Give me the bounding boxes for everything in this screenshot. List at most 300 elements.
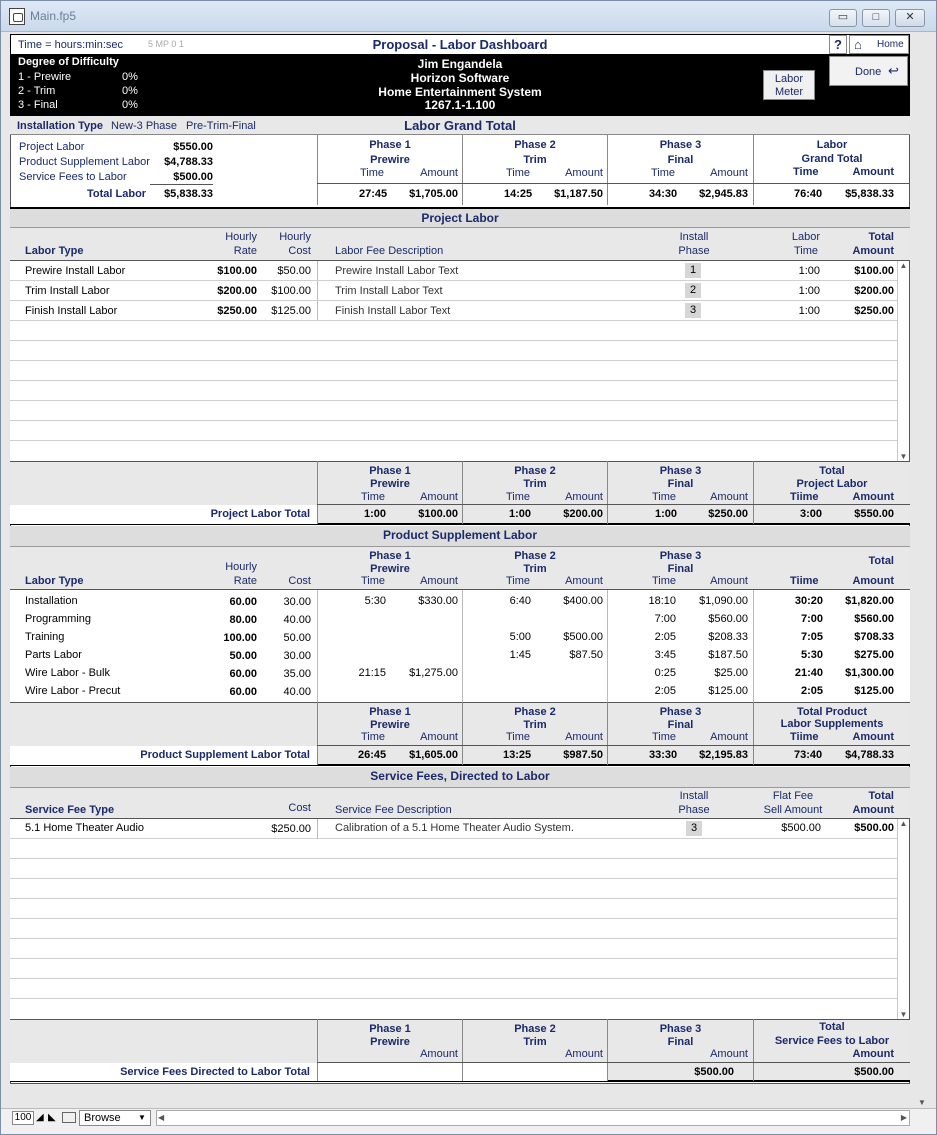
total-amount: $125.00 bbox=[854, 685, 894, 697]
col-header: Time bbox=[793, 245, 819, 257]
amount-label: Amount bbox=[710, 731, 748, 743]
phase1-time: 5:30 bbox=[364, 595, 386, 607]
grand-col-head: Trim bbox=[523, 154, 547, 166]
phase3-time: 0:25 bbox=[654, 667, 676, 679]
total-amount: $1,300.00 bbox=[845, 667, 894, 679]
project-column-headers bbox=[10, 228, 910, 261]
col-header: Trim bbox=[523, 563, 547, 575]
footer-col-head: Project Labor bbox=[796, 478, 868, 490]
footer-col-head: Final bbox=[667, 478, 694, 490]
footer-col-head: Phase 3 bbox=[659, 465, 702, 477]
footer-col-head: Phase 2 bbox=[514, 1023, 556, 1035]
footer-col-head: Prewire bbox=[370, 1036, 410, 1048]
scroll-up-icon[interactable]: ▲ bbox=[899, 261, 908, 270]
row-divider bbox=[10, 320, 897, 321]
total-amount: $708.33 bbox=[854, 631, 894, 643]
minimize-button[interactable]: ▭ bbox=[829, 9, 857, 27]
phase3-time: 2:05 bbox=[654, 631, 676, 643]
mode-select[interactable] bbox=[79, 1110, 151, 1126]
col-header: Phase 3 bbox=[659, 550, 702, 562]
labor-type: Wire Labor - Bulk bbox=[25, 667, 110, 679]
done-button[interactable] bbox=[829, 56, 908, 86]
footer-amount: $100.00 bbox=[418, 508, 458, 520]
install-type-value: New-3 Phase bbox=[111, 120, 178, 132]
footer-col-head: Phase 2 bbox=[514, 706, 556, 718]
row-divider bbox=[10, 998, 897, 999]
footer-col-head: Phase 3 bbox=[659, 706, 702, 718]
time-label: Time bbox=[652, 491, 677, 503]
phase3-time: 3:45 bbox=[654, 649, 676, 661]
col-header: Hourly bbox=[279, 231, 311, 243]
install-phase: 1 bbox=[685, 263, 701, 278]
col-header: Phase 2 bbox=[514, 550, 556, 562]
total-amount: $200.00 bbox=[854, 285, 894, 297]
col-header: Sell Amount bbox=[763, 804, 823, 816]
footer-time: 26:45 bbox=[358, 749, 387, 761]
col-header: Amount bbox=[852, 575, 894, 587]
phase3-time: 18:10 bbox=[648, 595, 676, 607]
amount-label: Amount bbox=[852, 1048, 894, 1060]
time-label: Time bbox=[651, 167, 676, 179]
project-number: 1267.1-1.100 bbox=[424, 98, 496, 112]
time-label: Time bbox=[506, 731, 531, 743]
grand-amount: $5,838.33 bbox=[845, 188, 894, 200]
time-label: Tiime bbox=[790, 731, 819, 743]
col-header: Amount bbox=[852, 245, 894, 257]
row-divider bbox=[10, 280, 897, 281]
page-title: Proposal - Labor Dashboard bbox=[372, 37, 548, 52]
zoom-in-icon[interactable]: ◣ bbox=[48, 1112, 56, 1123]
footer-col-head: Phase 1 bbox=[369, 1023, 411, 1035]
window-title: Main.fp5 bbox=[30, 9, 77, 23]
col-header: Tiime bbox=[790, 575, 819, 587]
footer-col-head: Labor Supplements bbox=[780, 718, 884, 730]
difficulty-label: 3 - Final bbox=[18, 99, 58, 111]
project-name: Home Entertainment System bbox=[378, 85, 542, 99]
mode-label: Browse bbox=[84, 1112, 121, 1124]
col-header: Amount bbox=[420, 575, 458, 587]
phase2-amount: $500.00 bbox=[563, 631, 603, 643]
hourly-cost: $125.00 bbox=[271, 305, 311, 317]
difficulty-value: 0% bbox=[122, 71, 138, 83]
phase3-time: 2:05 bbox=[654, 685, 676, 697]
total-time: 30:20 bbox=[794, 595, 823, 607]
footer-col-head: Service Fees to Labor bbox=[774, 1035, 890, 1047]
labor-type: Parts Labor bbox=[25, 649, 82, 661]
project-labor-total-label: Project Labor Total bbox=[210, 508, 310, 520]
phase2-time: 5:00 bbox=[509, 631, 531, 643]
footer-col-head: Total bbox=[819, 465, 845, 477]
labor-meter-button[interactable]: Labor Meter bbox=[763, 70, 815, 100]
product-labor-total-label: Product Supplement Labor Total bbox=[140, 749, 310, 761]
total-amount: $100.00 bbox=[854, 265, 894, 277]
labor-type: Finish Install Labor bbox=[25, 305, 118, 317]
cost: 30.00 bbox=[283, 650, 311, 662]
time-label: Time bbox=[652, 731, 677, 743]
amount-label: Amount bbox=[565, 167, 603, 179]
row-divider bbox=[10, 898, 897, 899]
hourly-rate: 60.00 bbox=[229, 668, 257, 680]
divider bbox=[317, 1062, 910, 1063]
hourly-cost: $50.00 bbox=[277, 265, 311, 277]
status-area-toggle-icon[interactable] bbox=[62, 1112, 76, 1123]
grand-col-head: Phase 3 bbox=[659, 139, 702, 151]
col-header: Cost bbox=[288, 245, 311, 257]
amount-label: Amount bbox=[565, 731, 603, 743]
summary-value: $4,788.33 bbox=[164, 156, 213, 168]
col-header: Time bbox=[652, 575, 677, 587]
divider bbox=[317, 745, 910, 746]
close-button[interactable]: ✕ bbox=[895, 9, 925, 27]
difficulty-value: 0% bbox=[122, 99, 138, 111]
phase2-time: 1:45 bbox=[509, 649, 531, 661]
service-scrollbar[interactable] bbox=[897, 819, 909, 1019]
total-labor-value: $5,838.33 bbox=[164, 188, 213, 200]
summary-value: $500.00 bbox=[173, 171, 213, 183]
difficulty-heading: Degree of Difficulty bbox=[18, 56, 119, 68]
footer-amount: $1,605.00 bbox=[409, 749, 458, 761]
phase2-amount: $87.50 bbox=[569, 649, 603, 661]
amount-label: Amount bbox=[565, 491, 603, 503]
difficulty-label: 1 - Prewire bbox=[18, 71, 72, 83]
amount-label: Amount bbox=[420, 491, 458, 503]
hourly-rate: $200.00 bbox=[217, 285, 257, 297]
service-fee-description: Calibration of a 5.1 Home Theater Audio System. bbox=[335, 822, 574, 834]
grand-col-head: Grand Total bbox=[801, 153, 863, 165]
row-divider bbox=[10, 400, 897, 401]
footer-amount: $250.00 bbox=[708, 508, 748, 520]
footer-col-head: Phase 1 bbox=[369, 465, 411, 477]
total-time: 5:30 bbox=[800, 649, 823, 661]
col-header: Total bbox=[868, 790, 894, 802]
footer-col-head: Trim bbox=[523, 719, 547, 731]
difficulty-label: 2 - Trim bbox=[18, 85, 56, 97]
grand-amount: $1,187.50 bbox=[554, 188, 603, 200]
list-item[interactable] bbox=[10, 682, 910, 700]
product-labor-header: Product Supplement Labor bbox=[10, 526, 910, 547]
total-amount: $560.00 bbox=[854, 613, 894, 625]
scroll-down-icon[interactable]: ▼ bbox=[918, 1098, 926, 1107]
footer-col-head: Final bbox=[667, 1036, 694, 1048]
return-icon: ↩ bbox=[888, 63, 899, 78]
project-labor-header: Project Labor bbox=[10, 207, 910, 228]
phase3-amount: $560.00 bbox=[708, 613, 748, 625]
footer-amount: $550.00 bbox=[854, 508, 894, 520]
install-phase: 3 bbox=[685, 303, 701, 318]
project-scrollbar[interactable] bbox=[897, 261, 909, 461]
col-header: Amount bbox=[710, 575, 748, 587]
home-button[interactable] bbox=[849, 35, 909, 54]
phase3-amount: $1,090.00 bbox=[699, 595, 748, 607]
row-divider bbox=[10, 938, 897, 939]
footer-amount: $500.00 bbox=[694, 1066, 734, 1078]
amount-label: Amount bbox=[710, 167, 748, 179]
summary-value: $550.00 bbox=[173, 141, 213, 153]
time-label: Time bbox=[360, 167, 385, 179]
col-header: Hourly bbox=[225, 231, 257, 243]
cost: 30.00 bbox=[283, 596, 311, 608]
footer-col-head: Total bbox=[819, 1021, 845, 1033]
phase1-amount: $1,275.00 bbox=[409, 667, 458, 679]
service-fees-list[interactable] bbox=[10, 819, 897, 1019]
cost: 40.00 bbox=[283, 614, 311, 626]
document-icon bbox=[9, 8, 25, 25]
col-header: Install bbox=[679, 790, 709, 802]
summary-label: Service Fees to Labor bbox=[19, 171, 127, 183]
zoom-level[interactable]: 100 bbox=[12, 1111, 34, 1125]
fee-description: Finish Install Labor Text bbox=[335, 305, 451, 317]
phase2-amount: $400.00 bbox=[563, 595, 603, 607]
zoom-out-icon[interactable]: ◢ bbox=[36, 1112, 44, 1123]
footer-time: 1:00 bbox=[655, 508, 678, 520]
list-item[interactable] bbox=[10, 281, 897, 301]
labor-type: Training bbox=[25, 631, 65, 643]
row-divider bbox=[10, 340, 897, 341]
row-divider bbox=[10, 380, 897, 381]
total-amount: $275.00 bbox=[854, 649, 894, 661]
help-button[interactable]: ? bbox=[829, 35, 847, 54]
footer-time: 1:00 bbox=[509, 508, 532, 520]
fee-description: Trim Install Labor Text bbox=[335, 285, 443, 297]
row-divider bbox=[10, 360, 897, 361]
home-icon: ⌂ bbox=[854, 37, 862, 52]
total-amount: $1,820.00 bbox=[845, 595, 894, 607]
grand-col-head: Labor bbox=[816, 139, 848, 151]
total-time: 7:05 bbox=[800, 631, 823, 643]
list-item[interactable] bbox=[10, 592, 910, 610]
phase3-time: 7:00 bbox=[654, 613, 676, 625]
time-label: Tiime bbox=[790, 491, 819, 503]
title-bar bbox=[1, 1, 936, 32]
footer-amount: $2,195.83 bbox=[699, 749, 748, 761]
cost: 40.00 bbox=[283, 686, 311, 698]
row-divider bbox=[10, 958, 897, 959]
total-amount: $500.00 bbox=[854, 822, 894, 834]
footer-amount: $500.00 bbox=[854, 1066, 894, 1078]
service-fee-type: 5.1 Home Theater Audio bbox=[25, 822, 145, 834]
col-header-labor-type: Labor Type bbox=[25, 245, 84, 257]
col-header: Prewire bbox=[370, 563, 410, 575]
service-fees-total-label: Service Fees Directed to Labor Total bbox=[120, 1066, 310, 1078]
list-item[interactable] bbox=[10, 646, 910, 664]
hourly-rate: 100.00 bbox=[223, 632, 257, 644]
grand-time: 27:45 bbox=[359, 188, 388, 200]
col-header: Total bbox=[868, 555, 894, 567]
install-phase: 2 bbox=[685, 283, 701, 298]
list-item[interactable] bbox=[10, 819, 897, 838]
footer-col-head: Trim bbox=[523, 478, 547, 490]
phase3-amount: $125.00 bbox=[708, 685, 748, 697]
row-divider bbox=[10, 858, 897, 859]
time-label: Time bbox=[361, 491, 386, 503]
col-header: Final bbox=[667, 563, 694, 575]
footer-col-head: Total Product bbox=[796, 706, 868, 718]
difficulty-value: 0% bbox=[122, 85, 138, 97]
col-header: Time bbox=[506, 575, 531, 587]
amount-label: Amount bbox=[710, 491, 748, 503]
footer-col-head: Trim bbox=[523, 1036, 547, 1048]
footer-time: 73:40 bbox=[794, 749, 823, 761]
amount-label: Amount bbox=[710, 1048, 748, 1060]
hourly-rate: 80.00 bbox=[229, 614, 257, 626]
row-divider bbox=[10, 420, 897, 421]
scroll-left-icon[interactable]: ◀ bbox=[158, 1113, 165, 1122]
hourly-rate: 60.00 bbox=[229, 686, 257, 698]
time-label: Time bbox=[361, 731, 386, 743]
time-label: Time bbox=[793, 166, 819, 178]
row-divider bbox=[10, 978, 897, 979]
chevron-down-icon: ▼ bbox=[138, 1113, 146, 1122]
col-header: Hourly bbox=[225, 561, 257, 573]
row-divider bbox=[10, 918, 897, 919]
time-legend: Time = hours:min:sec bbox=[18, 39, 124, 51]
row-divider bbox=[10, 300, 897, 301]
total-time: 2:05 bbox=[800, 685, 823, 697]
footer-amount: $200.00 bbox=[563, 508, 603, 520]
footer-time: 3:00 bbox=[800, 508, 823, 520]
labor-time: 1:00 bbox=[798, 305, 820, 317]
amount-label: Amount bbox=[420, 167, 458, 179]
fee-description: Prewire Install Labor Text bbox=[335, 265, 459, 277]
cost: $250.00 bbox=[271, 823, 311, 835]
phase3-amount: $25.00 bbox=[714, 667, 748, 679]
cost: 50.00 bbox=[283, 632, 311, 644]
horizontal-scrollbar[interactable] bbox=[156, 1110, 910, 1126]
col-header: Amount bbox=[852, 804, 894, 816]
row-divider bbox=[10, 440, 897, 441]
grand-col-head: Phase 2 bbox=[514, 139, 556, 151]
grand-time: 34:30 bbox=[649, 188, 678, 200]
client-name: Jim Engandela bbox=[417, 57, 503, 71]
list-item[interactable] bbox=[10, 261, 897, 281]
done-label: Done bbox=[855, 66, 882, 78]
amount-label: Amount bbox=[852, 166, 894, 178]
phase2-time: 6:40 bbox=[509, 595, 531, 607]
total-amount: $250.00 bbox=[854, 305, 894, 317]
phase1-time: 21:15 bbox=[358, 667, 386, 679]
install-phase: 3 bbox=[686, 821, 702, 836]
grand-time: 76:40 bbox=[794, 188, 823, 200]
scroll-down-icon[interactable]: ▼ bbox=[899, 452, 908, 461]
amount-label: Amount bbox=[565, 1048, 603, 1060]
list-item[interactable] bbox=[10, 628, 910, 646]
divider bbox=[150, 184, 213, 185]
hourly-rate: 60.00 bbox=[229, 596, 257, 608]
total-time: 21:40 bbox=[794, 667, 823, 679]
footer-col-head: Prewire bbox=[370, 478, 410, 490]
install-type-sub: Pre-Trim-Final bbox=[186, 120, 256, 132]
grand-time: 14:25 bbox=[504, 188, 533, 200]
footer-time: 13:25 bbox=[503, 749, 532, 761]
phase1-amount: $330.00 bbox=[418, 595, 458, 607]
cost: 35.00 bbox=[283, 668, 311, 680]
col-header: Phase 1 bbox=[369, 550, 411, 562]
row-divider bbox=[10, 878, 897, 879]
col-header: Service Fee Description bbox=[335, 804, 452, 816]
col-header: Phase bbox=[678, 804, 710, 816]
footer-amount: $987.50 bbox=[563, 749, 603, 761]
footer-col-head: Phase 3 bbox=[659, 1023, 702, 1035]
labor-time: 1:00 bbox=[798, 285, 820, 297]
divider bbox=[317, 183, 910, 184]
col-header: Labor bbox=[791, 231, 821, 243]
list-item[interactable] bbox=[10, 610, 910, 628]
col-header-service-type: Service Fee Type bbox=[25, 804, 115, 816]
grand-total-title: Labor Grand Total bbox=[404, 118, 516, 133]
total-labor-label: Total Labor bbox=[87, 188, 147, 200]
col-header: Install bbox=[679, 231, 709, 243]
time-label: Time bbox=[506, 167, 531, 179]
scroll-up-icon[interactable]: ▲ bbox=[899, 819, 908, 828]
amount-label: Amount bbox=[852, 491, 894, 503]
col-header: Labor Fee Description bbox=[335, 245, 444, 257]
list-item[interactable] bbox=[10, 301, 897, 321]
summary-label: Project Labor bbox=[19, 141, 85, 153]
scroll-down-icon[interactable]: ▼ bbox=[899, 1010, 908, 1019]
footer-col-head: Final bbox=[667, 719, 694, 731]
labor-type: Installation bbox=[25, 595, 78, 607]
time-label: Time bbox=[506, 491, 531, 503]
labor-type: Prewire Install Labor bbox=[25, 265, 126, 277]
col-header: Total bbox=[868, 231, 894, 243]
grand-col-head: Prewire bbox=[370, 154, 410, 166]
col-header: Amount bbox=[565, 575, 603, 587]
amount-label: Amount bbox=[420, 731, 458, 743]
col-header: Rate bbox=[233, 245, 257, 257]
col-header: Time bbox=[361, 575, 386, 587]
grand-col-head: Final bbox=[667, 154, 694, 166]
grand-amount: $1,705.00 bbox=[409, 188, 458, 200]
hourly-rate: 50.00 bbox=[229, 650, 257, 662]
record-info: 5 MP 0 1 bbox=[148, 39, 184, 49]
col-header: Rate bbox=[233, 575, 257, 587]
labor-type: Wire Labor - Precut bbox=[25, 685, 121, 697]
flat-fee: $500.00 bbox=[781, 822, 821, 834]
footer-col-head: Phase 2 bbox=[514, 465, 556, 477]
service-fees-header: Service Fees, Directed to Labor bbox=[10, 767, 910, 788]
footer-col-head: Prewire bbox=[370, 719, 410, 731]
total-time: 7:00 bbox=[800, 613, 823, 625]
labor-time: 1:00 bbox=[798, 265, 820, 277]
footer-amount: $4,788.33 bbox=[845, 749, 894, 761]
labor-type: Programming bbox=[25, 613, 92, 625]
col-header: Cost bbox=[288, 575, 311, 587]
phase3-amount: $208.33 bbox=[708, 631, 748, 643]
col-header: Flat Fee bbox=[772, 790, 814, 802]
amount-label: Amount bbox=[852, 731, 894, 743]
amount-label: Amount bbox=[420, 1048, 458, 1060]
footer-time: 1:00 bbox=[364, 508, 387, 520]
hourly-rate: $100.00 bbox=[217, 265, 257, 277]
phase3-amount: $187.50 bbox=[708, 649, 748, 661]
labor-type: Trim Install Labor bbox=[25, 285, 110, 297]
footer-time: 33:30 bbox=[649, 749, 678, 761]
scroll-right-icon[interactable]: ▶ bbox=[900, 1113, 907, 1122]
divider bbox=[317, 504, 910, 505]
col-header: Cost bbox=[288, 802, 311, 814]
grand-amount: $2,945.83 bbox=[699, 188, 748, 200]
client-company: Horizon Software bbox=[410, 71, 510, 85]
grand-col-head: Phase 1 bbox=[369, 139, 411, 151]
maximize-button[interactable]: □ bbox=[862, 9, 890, 27]
install-type-label: Installation Type bbox=[17, 120, 103, 132]
summary-label: Product Supplement Labor bbox=[19, 156, 150, 168]
col-header-labor-type: Labor Type bbox=[25, 575, 84, 587]
home-label: Home bbox=[877, 39, 904, 50]
hourly-rate: $250.00 bbox=[217, 305, 257, 317]
hourly-cost: $100.00 bbox=[271, 285, 311, 297]
list-item[interactable] bbox=[10, 664, 910, 682]
